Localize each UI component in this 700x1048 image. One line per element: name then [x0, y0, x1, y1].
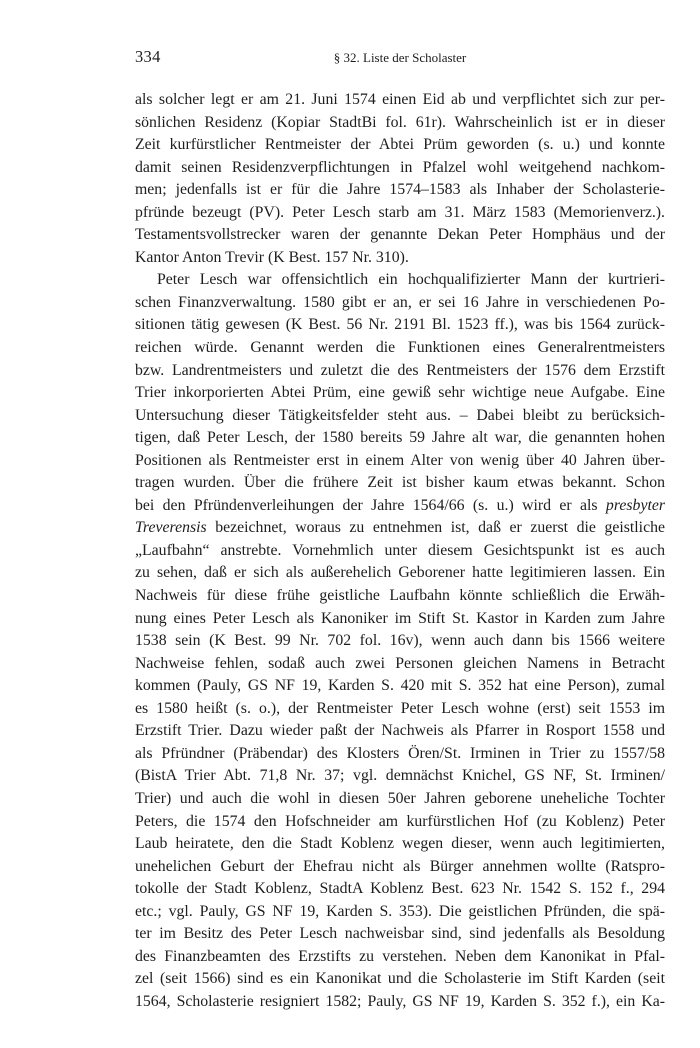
text-line [135, 269, 665, 292]
line-text: Nachweise fehlen, sodaß auch zwei Personen gleichen Namens in Betracht [135, 654, 665, 672]
line-text: Peters, die 1574 den Hofschneider am kurfürstlichen Hof (zu Koblenz) Peter [135, 812, 665, 830]
text-line [135, 653, 665, 676]
line-text: Erzstift Trier. Dazu wieder paßt der Nachweis als Pfarrer in Rosport 1558 und [135, 722, 665, 740]
body-text [135, 89, 665, 1013]
text-line [135, 968, 665, 991]
text-line [135, 540, 665, 563]
line-text: Untersuchung dieser Tätigkeitsfelder steht aus. – Dabei bleibt zu berücksich- [135, 406, 665, 424]
text-line [135, 878, 665, 901]
text-line [135, 157, 665, 180]
text-line [135, 202, 665, 225]
text-line [135, 923, 665, 946]
text-line [135, 562, 665, 585]
text-line [135, 946, 665, 969]
line-text: Trier) und auch die wohl in diesen 50er Jahren geborene uneheliche Tochter [135, 789, 665, 807]
text-line [135, 901, 665, 924]
line-text: sitionen tätig gewesen (K Best. 56 Nr. 2191 Bl. 1523 ff.), was bis 1564 zurück- [135, 316, 665, 334]
text-line [135, 247, 665, 270]
text-line [135, 630, 665, 653]
text-line [135, 472, 665, 495]
page-number: 334 [135, 47, 161, 66]
text-line [135, 134, 665, 157]
line-text: Positionen als Rentmeister erst in einem Alter von wenig über 40 Jahren über- [135, 451, 665, 469]
line-text: kommen (Pauly, GS NF 19, Karden S. 420 mit S. 352 hat eine Person), zumal [135, 677, 665, 695]
line-text: Nachweis für diese frühe geistliche Laufbahn könnte schließlich die Erwäh- [135, 587, 665, 605]
line-text: als solcher legt er am 21. Juni 1574 einen Eid ab und verpflichtet sich zur per- [135, 91, 665, 108]
line-text: zel (seit 1566) sind es ein Kanonikat und die Scholasterie im Stift Karden (seit [135, 970, 665, 988]
text-line [135, 765, 665, 788]
text-line [135, 495, 665, 518]
italic-term: Treverensis [135, 519, 207, 537]
text-line [135, 585, 665, 608]
line-text: men; jedenfalls ist er für die Jahre 1574–1583 als Inhaber der Scholasterie- [135, 181, 665, 199]
text-line [135, 89, 665, 112]
text-line [135, 743, 665, 766]
line-text: nung eines Peter Lesch als Kanoniker im Stift St. Kastor in Karden zum Jahre [135, 609, 665, 627]
line-text: des Finanzbeamten des Erzstifts zu verstehen. Neben dem Kanonikat in Pfal- [135, 947, 665, 965]
line-text: zu sehen, daß er sich als außerehelich Geborener hatte legitimieren lassen. Ein [135, 564, 665, 582]
text-line [135, 292, 665, 315]
line-text: tigen, daß Peter Lesch, der 1580 bereits 59 Jahre alt war, die genannten hohen [135, 429, 665, 447]
text-line [135, 382, 665, 405]
line-text: bezeichnet, woraus zu entnehmen ist, daß er zuerst die geistliche [206, 519, 665, 537]
line-text: als Pfründner (Präbendar) des Klosters Ören/St. Irminen in Trier zu 1557/58 [135, 744, 665, 762]
line-text: sönlichen Residenz (Kopiar StadtBi fol. 61r). Wahrscheinlich ist er in dieser [135, 113, 665, 131]
text-line [135, 427, 665, 450]
text-line [135, 517, 665, 540]
line-text: tokolle der Stadt Koblenz, StadtA Koblenz Best. 623 Nr. 1542 S. 152 f., 294 [135, 880, 665, 898]
text-line [135, 112, 665, 135]
line-text: 1564, Scholasterie resigniert 1582; Pauly, GS NF 19, Karden S. 352 f.), ein Ka- [135, 992, 665, 1010]
line-text: bei den Pfründenverleihungen der Jahre 1564/66 (s. u.) wird er als [135, 496, 598, 514]
line-text: pfründe bezeugt (PV). Peter Lesch starb am 31. März 1583 (Memorienverz.). [135, 203, 665, 221]
line-text: (BistA Trier Abt. 71,8 Nr. 37; vgl. demnächst Knichel, GS NF, St. Irminen/ [135, 767, 665, 785]
line-text: etc.; vgl. Pauly, GS NF 19, Karden S. 353). Die geistlichen Pfründen, die spä- [135, 902, 665, 920]
line-text: damit seinen Residenzverpflichtungen in Pfalzel wohl weitgehend nachkom- [135, 158, 665, 176]
line-text: unehelichen Geburt der Ehefrau nicht als Bürger annehmen wollte (Ratspro- [135, 857, 665, 875]
text-line [135, 698, 665, 721]
text-line [135, 224, 665, 247]
line-text: tragen wurden. Über die frühere Zeit ist bisher kaum etwas bekannt. Schon [135, 474, 665, 492]
text-line [135, 788, 665, 811]
text-line [135, 179, 665, 202]
line-text: Zeit kurfürstlicher Rentmeister der Abtei Prüm geworden (s. u.) und konnte [135, 136, 665, 154]
text-line [135, 991, 665, 1014]
line-text: reichen würde. Genannt werden die Funktionen eines Generalrentmeisters [135, 339, 665, 357]
italic-term: presbyter [605, 496, 665, 514]
text-line [135, 856, 665, 879]
text-line [135, 608, 665, 631]
text-line [135, 675, 665, 698]
line-text: Peter Lesch war offensichtlich ein hochqualifizierter Mann der kurtrieri- [157, 271, 665, 289]
text-line [135, 405, 665, 428]
text-line [135, 450, 665, 473]
text-line [135, 811, 665, 834]
line-text: Trier inkorporierten Abtei Prüm, eine gewiß sehr wichtige neue Aufgabe. Eine [135, 384, 665, 402]
line-text: ter im Besitz des Peter Lesch nachweisbar sind, sind jedenfalls als Besoldung [135, 925, 665, 943]
line-text: schen Finanzverwaltung. 1580 gibt er an, er sei 16 Jahre in verschiedenen Po- [135, 293, 665, 311]
text-line [135, 314, 665, 337]
text-line [135, 720, 665, 743]
text-line [135, 833, 665, 856]
line-text: 1538 sein (K Best. 99 Nr. 702 fol. 16v), wenn auch dann bis 1566 weitere [135, 632, 665, 650]
text-line [135, 360, 665, 383]
running-head [135, 47, 665, 69]
line-text: es 1580 heißt (s. o.), der Rentmeister Peter Lesch wohne (erst) seit 1553 im [135, 699, 665, 717]
line-text: Testamentsvollstrecker waren der genannte Dekan Peter Homphäus und der [135, 226, 665, 244]
line-text: bzw. Landrentmeisters und zuletzt die des Rentmeisters der 1576 dem Erzstift [135, 361, 665, 379]
line-text: Kantor Anton Trevir (K Best. 157 Nr. 310). [135, 248, 409, 266]
line-text: Laub heiratete, den die Stadt Koblenz wegen dieser, wenn auch legitimierten, [135, 835, 665, 853]
text-line [135, 337, 665, 360]
line-text: „Laufbahn“ anstrebte. Vornehmlich unter diesem Gesichtspunkt ist es auch [135, 541, 665, 559]
section-title: § 32. Liste der Scholaster [333, 50, 467, 65]
